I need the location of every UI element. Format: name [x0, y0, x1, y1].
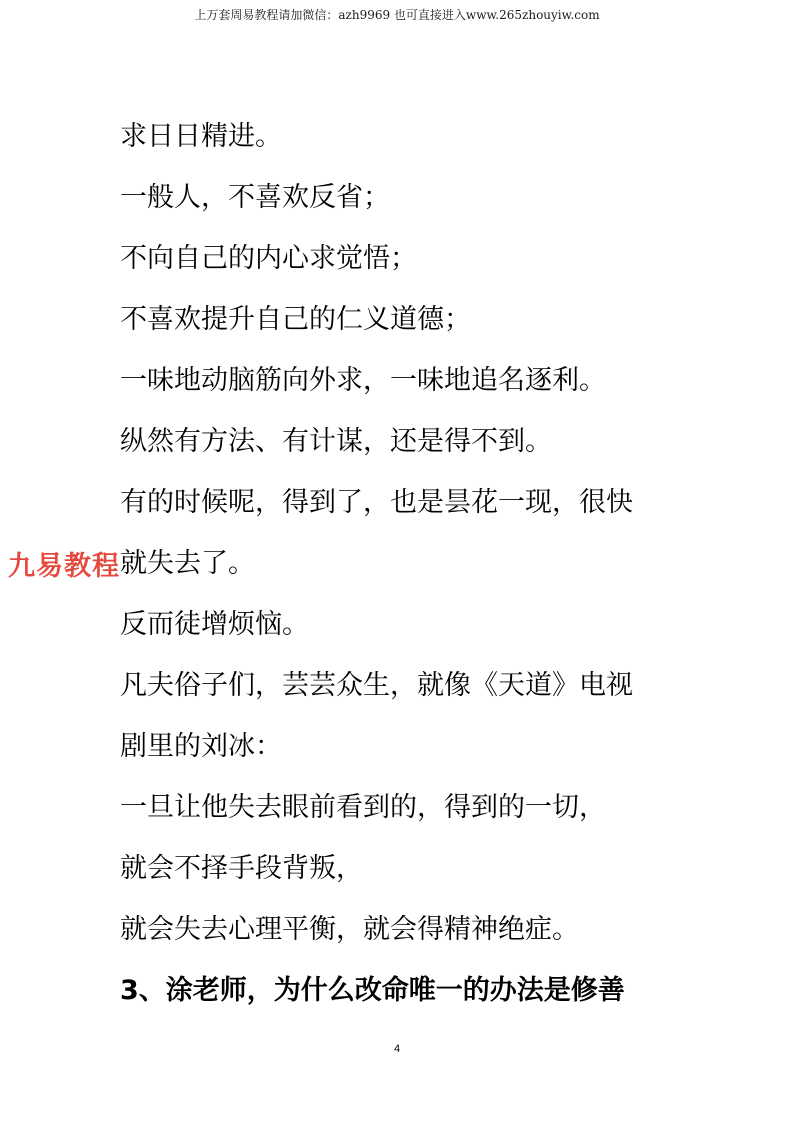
text-line: 就失去了。 [120, 548, 255, 579]
text-line: 纵然有方法、有计谋，还是得不到。 [120, 426, 552, 457]
text-line: 有的时候呢，得到了，也是昙花一现，很快 [120, 487, 633, 518]
text-line: 不喜欢提升自己的仁义道德； [120, 304, 471, 335]
text-line: 凡夫俗子们，芸芸众生，就像《天道》电视 [120, 670, 633, 701]
page-number: 4 [393, 1043, 401, 1055]
watermark-logo: 九易教程 [8, 551, 120, 582]
text-line: 不向自己的内心求觉悟； [120, 243, 417, 274]
text-line: 求日日精进。 [120, 121, 282, 152]
text-line: 一味地动脑筋向外求，一味地追名逐利。 [120, 365, 606, 396]
text-line: 一旦让他失去眼前看到的，得到的一切， [120, 792, 606, 823]
text-line: 剧里的刘冰： [120, 731, 282, 762]
text-line: 就会失去心理平衡，就会得精神绝症。 [120, 914, 579, 945]
document-body [120, 106, 700, 1021]
page-header: 上万套周易教程请加微信：azh9969 也可直接进入www.265zhouyiw.com [194, 8, 600, 22]
section-heading: 3、涂老师，为什么改命唯一的办法是修善 [120, 975, 625, 1006]
text-line: 一般人，不喜欢反省； [120, 182, 390, 213]
text-line: 就会不择手段背叛， [120, 853, 363, 884]
text-line: 反而徒增烦恼。 [120, 609, 309, 640]
